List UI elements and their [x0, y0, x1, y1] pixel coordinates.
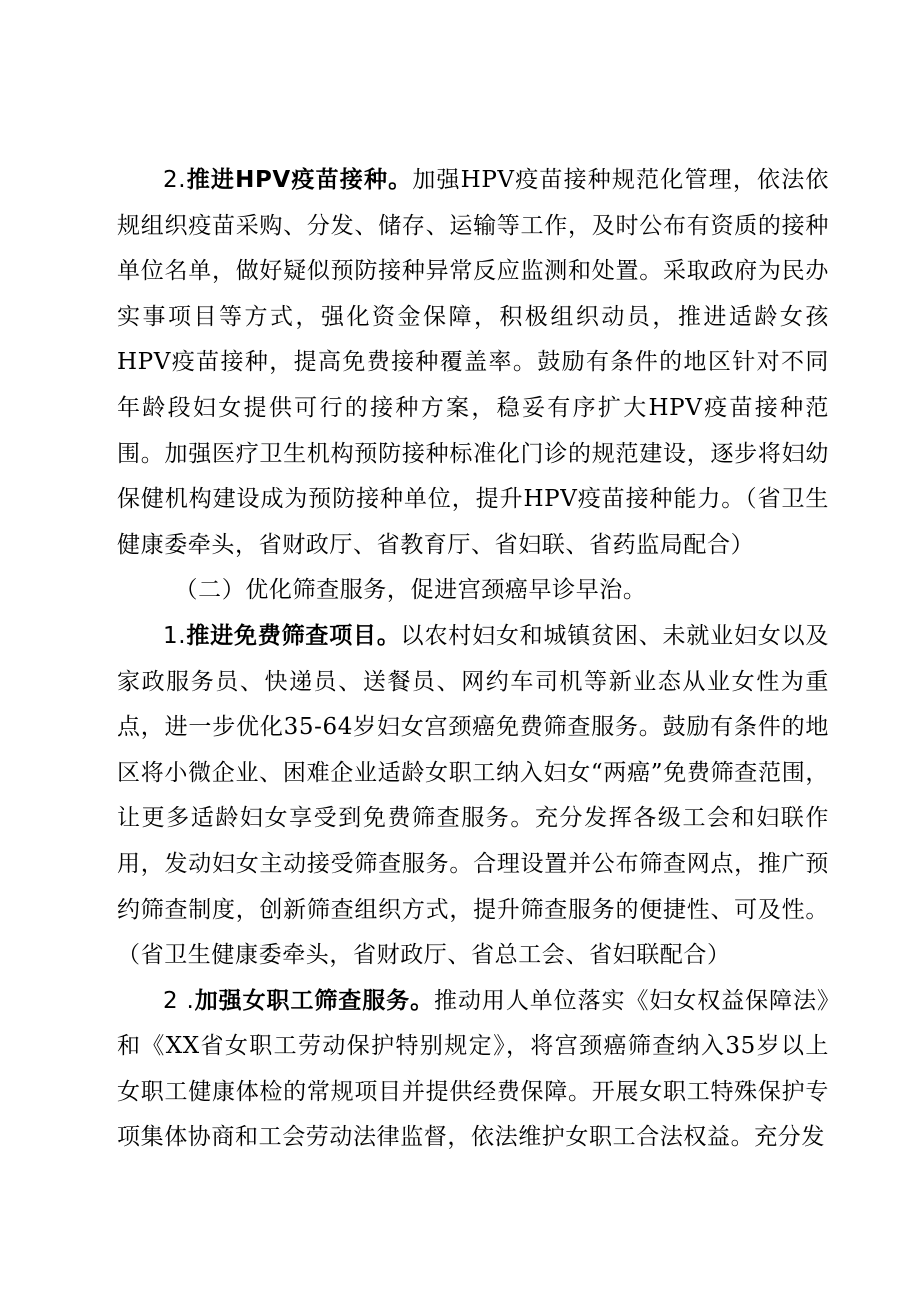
heading-text: 推进HPV疫苗接种。 — [186, 167, 413, 193]
item-number: 2. — [163, 167, 187, 193]
item-number: 1. — [163, 622, 187, 649]
paragraph-heading — [163, 623, 401, 649]
item-number: 2 . — [163, 987, 195, 1014]
heading-text: 推进免费筛查项目。 — [186, 622, 401, 649]
section-heading-screening: （二）优化筛查服务，促进宫颈癌早诊早治。 — [174, 577, 647, 604]
paragraph-free-screening — [117, 614, 829, 979]
paragraph-heading — [163, 167, 412, 193]
paragraph-heading — [163, 988, 434, 1014]
paragraph-hpv-vaccination — [117, 158, 829, 568]
document-body — [117, 158, 829, 1161]
paragraph-text: 以农村妇女和城镇贫困、未就业妇女以及家政服务员、快递员、送餐员、网约车司机等新业态从业女性为重点，进一步优化35-64岁妇女宫颈癌免费筛查服务。鼓励有条件的地区将小微企业、困难企业适龄女职工纳入妇女“两癌”免费筛查范围，让更多适龄妇女享受到免费筛查服务。充分发挥各级工会和妇联作用，发动妇女主动接受筛查服务。合理设置并公布筛查网点，推广预约筛查制度，创新筛查组织方式，提升筛查服务的便捷性、可及性。（省卫生健康委牵头，省财政厅、省总工会、省妇联配合） — [117, 622, 829, 969]
heading-text: 加强女职工筛查服务。 — [194, 987, 435, 1014]
paragraph-female-worker-screening — [117, 979, 829, 1161]
paragraph-text: 推动用人单位落实《妇女权益保障法》和《XX省女职工劳动保护特别规定》，将宫颈癌筛查纳入35岁以上女职工健康体检的常规项目并提供经费保障。开展女职工特殊保护专项集体协商和工会劳动法律监督，依法维护女职工合法权益。充分发 — [117, 987, 830, 1151]
paragraph-text: 加强HPV疫苗接种规范化管理，依法依规组织疫苗采购、分发、储存、运输等工作，及时公布有资质的接种单位名单，做好疑似预防接种异常反应监测和处置。采取政府为民办实事项目等方式，强化资金保障，积极组织动员，推进适龄女孩HPV疫苗接种，提高免费接种覆盖率。鼓励有条件的地区针对不同年龄段妇女提供可行的接种方案，稳妥有序扩大HPV疫苗接种范围。加强医疗卫生机构预防接种标准化门诊的规范建设，逐步将妇幼保健机构建设成为预防接种单位，提升HPV疫苗接种能力。（省卫生健康委牵头，省财政厅、省教育厅、省妇联、省药监局配合） — [117, 167, 829, 558]
